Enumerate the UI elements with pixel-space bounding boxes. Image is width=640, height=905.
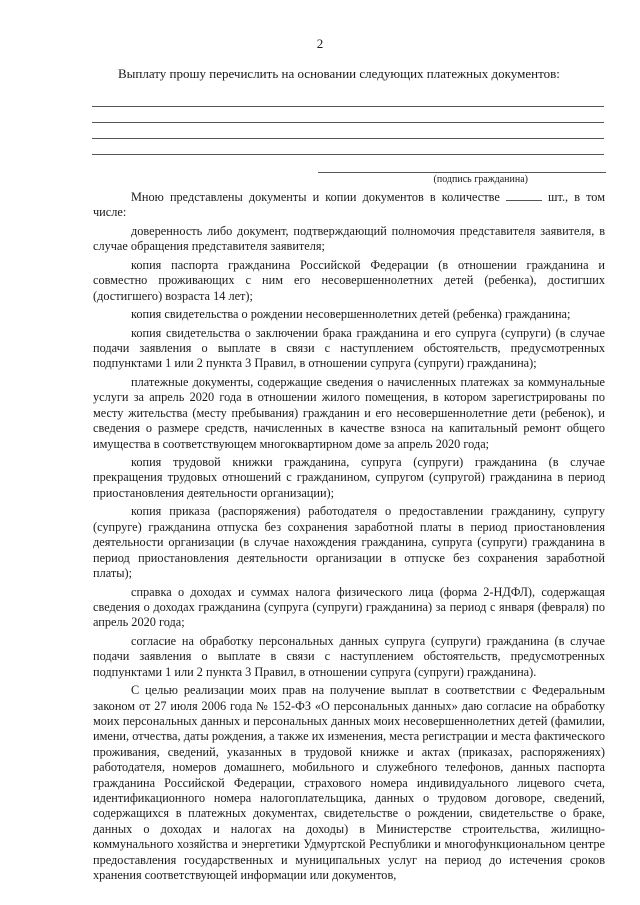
page-number: 2 [316, 36, 324, 51]
document-item: копия паспорта гражданина Российской Федерации (в отношении гражданина и совместно проживающих с ним его несовершеннолетних детей (ребенка), достигших (достигшего) возраста 14 лет); [93, 257, 605, 303]
documents-count-paragraph [93, 190, 605, 221]
document-item: копия трудовой книжки гражданина, супруга (супруги) гражданина (в случае прекращения трудовых отношений с гражданином, супругом (супругой) гражданина в период приостановления деятельности организации); [93, 455, 605, 500]
document-item: копия приказа (распоряжения) работодателя о предоставлении гражданину, супругу (супруге) гражданина отпуска без сохранения заработной платы в период приостановления деятельности организации (в случае нахождения гражданина, супруга (супруги) гражданина в период приостановления деятельности организации в отпуске без сохранения заработной платы); [93, 504, 605, 580]
signature-line [318, 160, 606, 173]
document-item: платежные документы, содержащие сведения о начисленных платежах за коммунальные услуги за апрель 2020 года в отношении жилого помещения, в котором зарегистрированы по месту жительства (месту пребывания) гражданин и его несовершеннолетние дети (ребенок), и сведения о размере средств, начисленных в качестве взноса на капитальный ремонт общего имущества в соответствующем многоквартирном доме за апрель 2020 года; [93, 374, 605, 451]
document-item: копия свидетельства о заключении брака гражданина и его супруга (супруги) (в случае подачи заявления о выплате в связи с наступлением обстоятельств, предусмотренных подпунктами 1 или 2 пункта 3 Правил, в отношении супруга (супруги) гражданина); [93, 325, 605, 371]
payment-documents-intro: Выплату прошу перечислить на основании следующих платежных документов: [118, 66, 560, 81]
document-item: доверенность либо документ, подтверждающий полномочия представителя заявителя, в случае обращения представителя заявителя; [93, 223, 605, 254]
blank-line [92, 140, 604, 155]
documents-count-after: шт., в том числе: [93, 190, 606, 220]
document-item: копия свидетельства о рождении несовершеннолетних детей (ребенка) гражданина; [131, 307, 571, 322]
blank-line [92, 124, 604, 139]
blank-line [92, 108, 604, 123]
document-item: справка о доходах и суммах налога физического лица (форма 2-НДФЛ), содержащая сведения о доходах гражданина (супруга (супруги) гражданина) за период с января (февраля) по апрель 2020 года; [93, 584, 605, 630]
payment-documents-lines [92, 92, 604, 156]
documents-list [93, 190, 605, 887]
signature-caption: (подпись гражданина) [433, 174, 528, 185]
consent-paragraph: С целью реализации моих прав на получение выплат в соответствии с Федеральным законом от 27 июля 2006 года № 152-ФЗ «О персональных данных» даю согласие на обработку моих персональных данных и персональных данных моих несовершеннолетних детей (фамилии, имени, отчества, даты рождения, а также их изменения, места регистрации и места фактического проживания, сведений, указанных в трудовой книжке и актах (приказах, распоряжениях) работодателя, номеров домашнего, мобильного и служебного телефонов, данных паспорта гражданина Российской Федерации, страхового номера индивидуального лицевого счета, идентификационного номера налогоплательщика, данных о трудовом договоре, сведений, содержащихся в платежных документах, свидетельстве о рождении, свидетельстве о браке, данных о доходах и налогах на доходы) в Министерстве строительства, жилищно-коммунального хозяйства и энергетики Удмуртской Республики и многофункциональном центре предоставления государственных и муниципальных услуг на период до истечения сроков хранения соответствующей информации или документов, [93, 683, 605, 882]
document-item: согласие на обработку персональных данных супруга (супруги) гражданина (в случае подачи заявления о выплате в связи с наступлением обстоятельств, предусмотренных подпунктами 1 или 2 пункта 3 Правил, в отношении супруга (супруги) гражданина). [93, 633, 605, 679]
documents-count-before: Мною представлены документы и копии документов в количестве [131, 190, 500, 204]
blank-line [92, 92, 604, 107]
documents-count-field [506, 190, 542, 201]
signature-block [318, 160, 606, 185]
